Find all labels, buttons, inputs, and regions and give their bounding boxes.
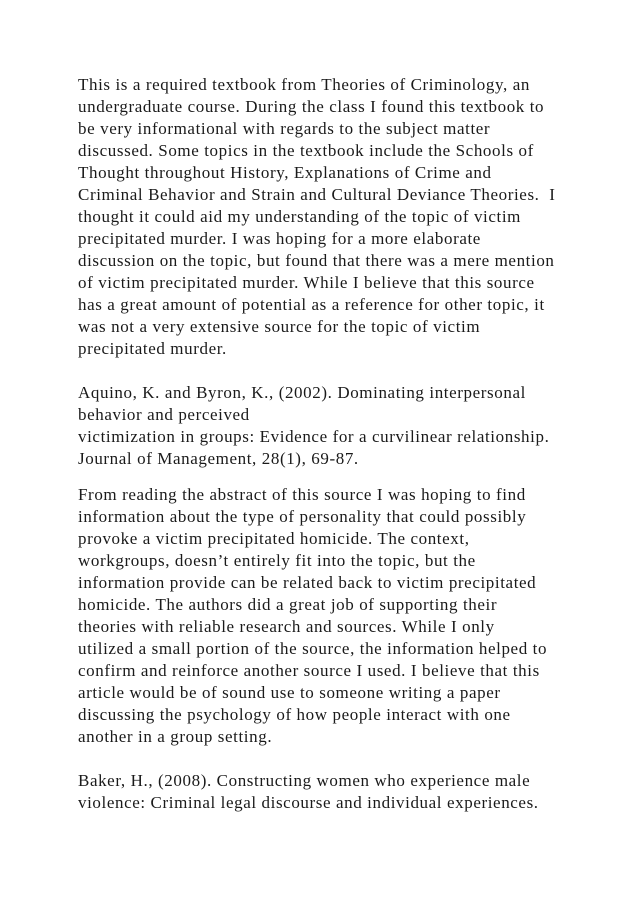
text-line: Criminal Behavior and Strain and Cultural Deviance Theories. I (78, 185, 556, 204)
text-line: has a great amount of potential as a reference for other topic, it (78, 295, 545, 314)
text-line: homicide. The authors did a great job of supporting their (78, 595, 498, 614)
text-line: This is a required textbook from Theories of Criminology, an (78, 75, 530, 94)
text-line: From reading the abstract of this source I was hoping to find (78, 485, 526, 504)
text-line: precipitated murder. I was hoping for a more elaborate (78, 229, 481, 248)
text-line: confirm and reinforce another source I used. I believe that this (78, 661, 540, 680)
reference-citation-aquino (78, 382, 578, 470)
citation-line: behavior and perceived (78, 405, 250, 424)
annotation-paragraph-textbook (78, 74, 578, 360)
reference-citation-baker (78, 770, 578, 814)
text-line: precipitated murder. (78, 339, 227, 358)
text-line: workgroups, doesn’t entirely fit into the topic, but the (78, 551, 476, 570)
text-line: provoke a victim precipitated homicide. The context, (78, 529, 470, 548)
text-line: of victim precipitated murder. While I believe that this source (78, 273, 535, 292)
text-line: article would be of sound use to someone writing a paper (78, 683, 501, 702)
text-line: theories with reliable research and sources. While I only (78, 617, 495, 636)
text-line: utilized a small portion of the source, the information helped to (78, 639, 548, 658)
text-line: Thought throughout History, Explanations of Crime and (78, 163, 492, 182)
citation-line: victimization in groups: Evidence for a curvilinear relationship. (78, 427, 550, 446)
text-line: discussion on the topic, but found that there was a mere mention (78, 251, 555, 270)
citation-line: Journal of Management, 28(1), 69-87. (78, 449, 359, 468)
text-line: information about the type of personality that could possibly (78, 507, 527, 526)
citation-line: violence: Criminal legal discourse and individual experiences. (78, 793, 539, 812)
citation-line: Baker, H., (2008). Constructing women who experience male (78, 771, 531, 790)
text-line: thought it could aid my understanding of the topic of victim (78, 207, 521, 226)
text-line: another in a group setting. (78, 727, 273, 746)
citation-line: Aquino, K. and Byron, K., (2002). Dominating interpersonal (78, 383, 526, 402)
text-line: be very informational with regards to the subject matter (78, 119, 491, 138)
text-line: discussing the psychology of how people interact with one (78, 705, 511, 724)
text-line: discussed. Some topics in the textbook include the Schools of (78, 141, 534, 160)
text-line: undergraduate course. During the class I found this textbook to (78, 97, 545, 116)
annotation-paragraph-aquino (78, 484, 578, 748)
text-line: was not a very extensive source for the topic of victim (78, 317, 481, 336)
text-line: information provide can be related back to victim precipitated (78, 573, 537, 592)
